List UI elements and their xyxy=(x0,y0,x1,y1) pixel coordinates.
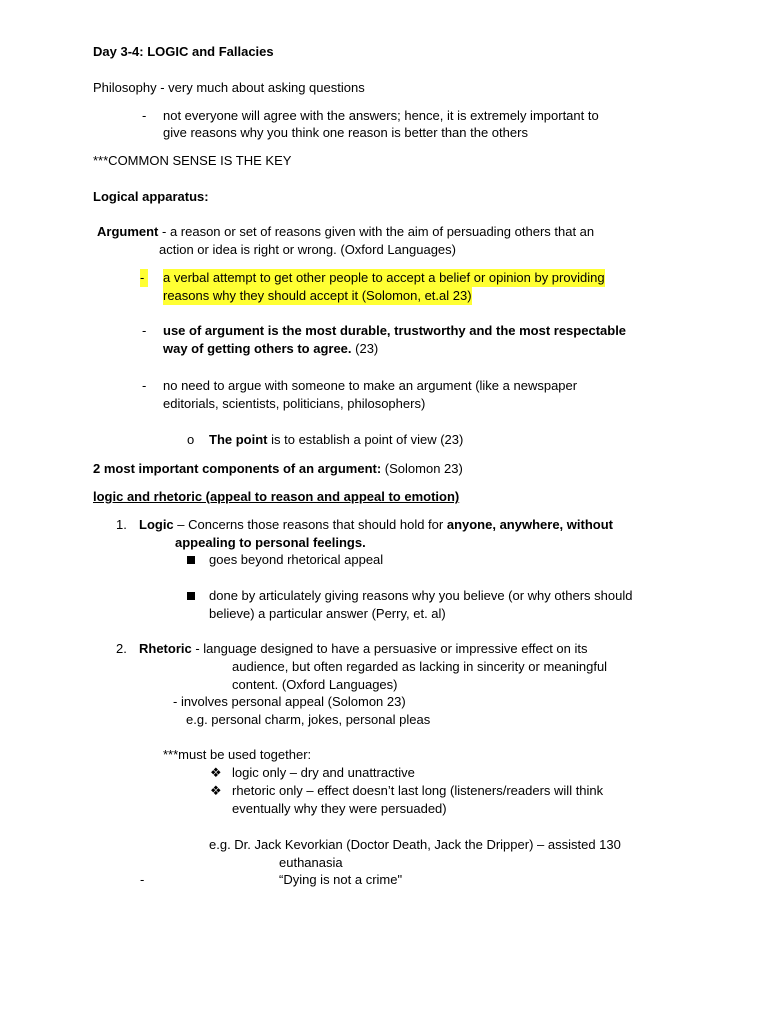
argument-bullet3-line1: no need to argue with someone to make an argument (like a newspaper xyxy=(163,378,578,393)
argument-bullet2-line1: use of argument is the most durable, trustworthy and the most respectable xyxy=(163,323,627,338)
logic-line1 xyxy=(139,516,613,534)
rhetoric-term: Rhetoric xyxy=(139,641,192,656)
quote-line: “Dying is not a crime" xyxy=(279,872,403,887)
rhetoric-only-line1: rhetoric only – effect doesn’t last long (listeners/readers will think xyxy=(232,783,604,798)
logic-only-line: logic only – dry and unattractive xyxy=(232,765,415,780)
rhetoric-text: - language designed to have a persuasive or impressive effect on its xyxy=(191,641,588,656)
kevorkian-example-line1: e.g. Dr. Jack Kevorkian (Doctor Death, Jack the Dripper) – assisted 130 xyxy=(209,837,621,852)
philosophy-line xyxy=(93,79,365,97)
argument-definition-line2: action or idea is right or wrong. (Oxford Languages) xyxy=(159,242,456,257)
rhetoric-only-line2: eventually why they were persuaded) xyxy=(232,801,447,816)
logic-sub2-line1: done by articulately giving reasons why you believe (or why others should xyxy=(209,588,633,603)
components-heading: 2 most important components of an argument: xyxy=(93,461,382,476)
philosophy-bullet-line2: give reasons why you think one reason is better than the others xyxy=(163,125,528,140)
page-title: Day 3-4: LOGIC and Fallacies xyxy=(93,44,274,59)
logic-sub1: goes beyond rhetorical appeal xyxy=(209,552,384,567)
list-number: 2. xyxy=(116,641,127,656)
common-sense-note: ***COMMON SENSE IS THE KEY xyxy=(93,153,292,168)
components-citation: (Solomon 23) xyxy=(381,461,463,476)
point-line xyxy=(209,431,463,449)
point-term: The point xyxy=(209,432,268,447)
point-text: is to establish a point of view (23) xyxy=(267,432,464,447)
square-bullet-icon xyxy=(187,592,195,600)
square-bullet xyxy=(187,587,195,605)
highlighted-bullet-line2: reasons why they should accept it (Solomon, et.al 23) xyxy=(163,288,472,303)
kevorkian-example-line2: euthanasia xyxy=(279,855,343,870)
square-bullet-icon xyxy=(187,556,195,564)
square-bullet xyxy=(187,551,195,569)
diamond-bullet-icon: ❖ xyxy=(210,765,222,780)
bullet-dash: - xyxy=(140,269,148,287)
logic-rhetoric-subheading: logic and rhetoric (appeal to reason and appeal to emotion) xyxy=(93,489,460,504)
argument-bullet3-line2: editorials, scientists, politicians, philosophers) xyxy=(163,396,426,411)
argument-bullet2-citation: (23) xyxy=(351,341,379,356)
list-number: 1. xyxy=(116,517,127,532)
rhetoric-line3: content. (Oxford Languages) xyxy=(232,677,398,692)
bullet-dash: - xyxy=(140,872,145,887)
rhetoric-line1 xyxy=(139,640,588,658)
logic-sub2-line2: believe) a particular answer (Perry, et. al) xyxy=(209,606,446,621)
diamond-bullet-icon: ❖ xyxy=(210,783,222,798)
bullet-dash: - xyxy=(142,108,147,123)
components-line xyxy=(93,460,463,478)
argument-bullet2-bold: way of getting others to agree. xyxy=(163,341,352,356)
logic-line2: appealing to personal feelings. xyxy=(175,535,366,550)
highlighted-bullet-line1: a verbal attempt to get other people to accept a belief or opinion by providing xyxy=(163,270,605,285)
logic-text: – Concerns those reasons that should hold for xyxy=(173,517,447,532)
argument-definition-text: - a reason or set of reasons given with the aim of persuading others that an xyxy=(158,224,595,239)
argument-definition-line1 xyxy=(97,223,594,241)
logic-bold-tail: anyone, anywhere, without xyxy=(446,517,613,532)
rhetoric-example: e.g. personal charm, jokes, personal pleas xyxy=(186,712,431,727)
bullet-dash: - xyxy=(142,323,147,338)
argument-bullet2-line2 xyxy=(163,340,378,358)
section-heading-logical-apparatus: Logical apparatus: xyxy=(93,189,209,204)
philosophy-label: Philosophy - xyxy=(93,80,169,95)
philosophy-text: very much about asking questions xyxy=(168,80,365,95)
bullet-dash: - xyxy=(142,378,147,393)
used-together-note: ***must be used together: xyxy=(163,747,312,762)
rhetoric-line2: audience, but often regarded as lacking in sincerity or meaningful xyxy=(232,659,608,674)
philosophy-bullet-line1: not everyone will agree with the answers; hence, it is extremely important to xyxy=(163,108,599,123)
circle-bullet: o xyxy=(187,432,195,447)
argument-term: Argument xyxy=(97,224,159,239)
logic-term: Logic xyxy=(139,517,174,532)
rhetoric-line4: - involves personal appeal (Solomon 23) xyxy=(173,694,406,709)
